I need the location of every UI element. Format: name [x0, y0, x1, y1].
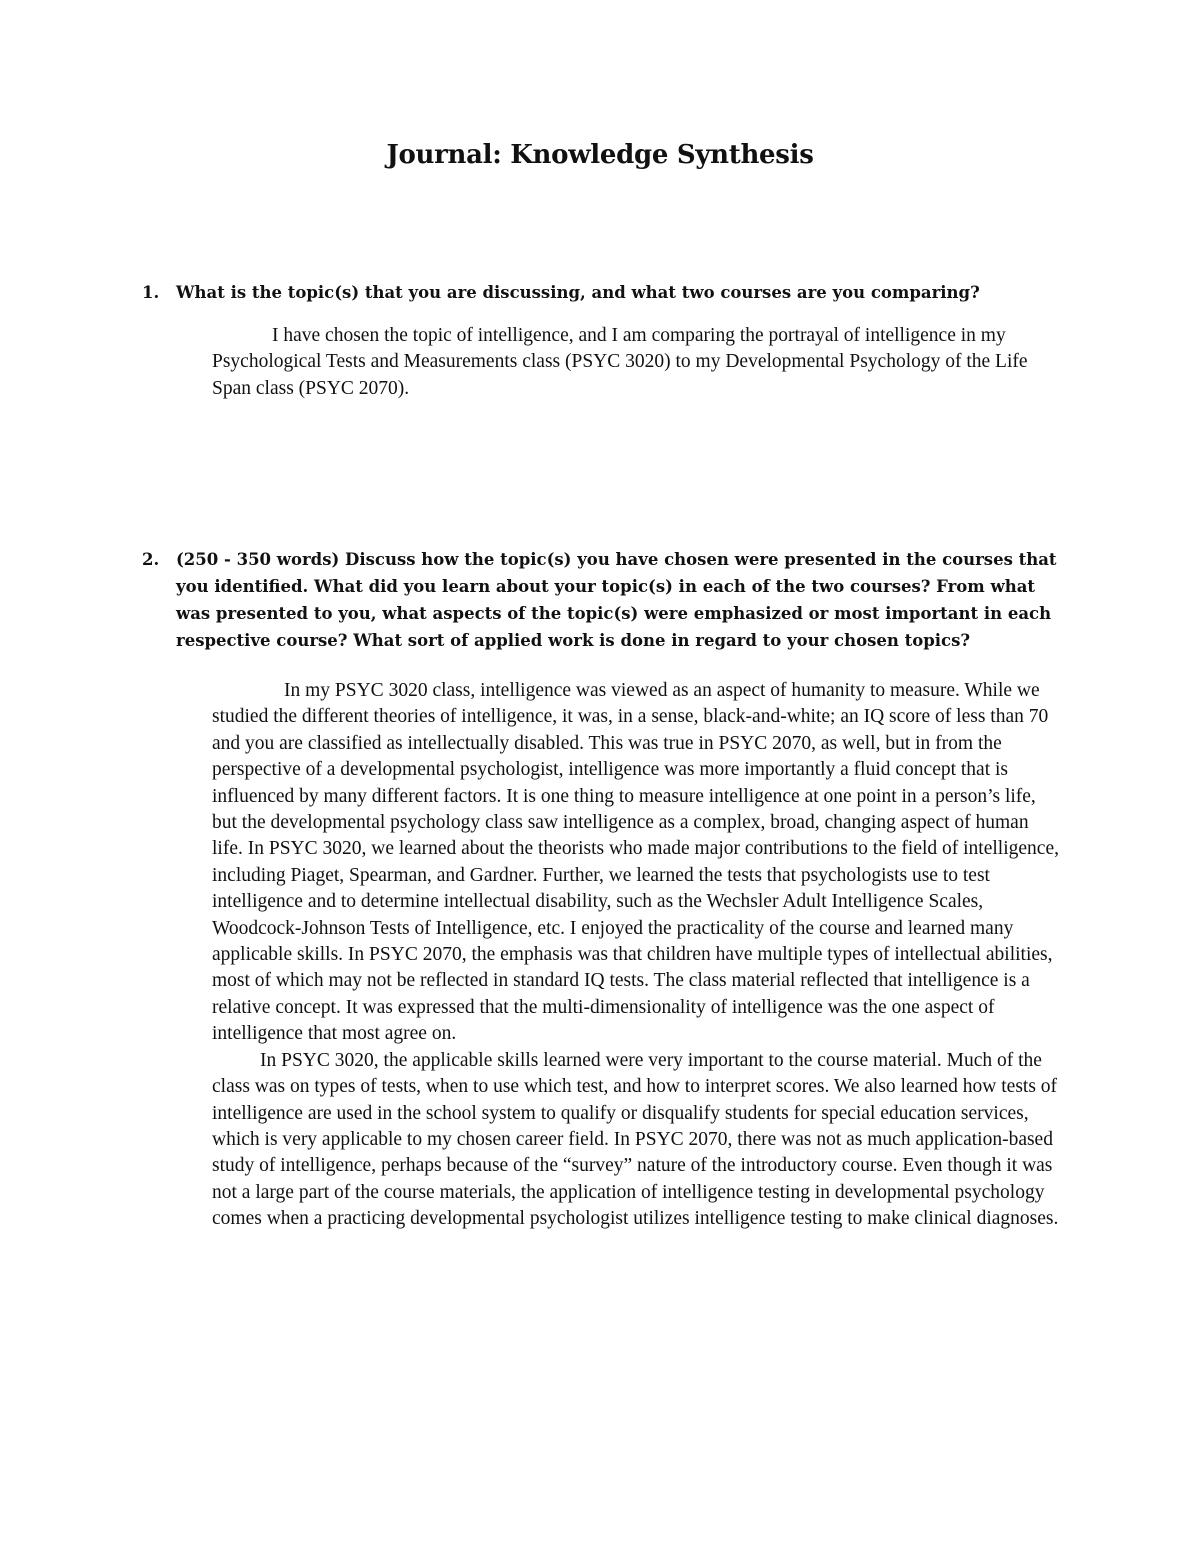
question-2-answer-paragraph-1: In my PSYC 3020 class, intelligence was viewed as an aspect of humanity to measure. While we studied the different theories of intelligence, it was, in a sense, black-and-white; an IQ score of less than 70 and you are classified as intellectually disabled. This was true in PSYC 2070, as well, but in from the perspective of a developmental psychologist, intelligence was more importantly a fluid concept that is influenced by many different factors. It is one thing to measure intelligence at one point in a person’s life, but the developmental psychology class saw intelligence as a complex, broad, changing aspect of human life. In PSYC 3020, we learned about the theorists who made major contributions to the field of intelligence, including Piaget, Spearman, and Gardner. Further, we learned the tests that psychologists use to test intelligence and to determine intellectual disability, such as the Wechsler Adult Intelligence Scales, Woodcock-Johnson Tests of Intelligence, etc. I enjoyed the practicality of the course and learned many applicable skills. In PSYC 2070, the emphasis was that children have multiple types of intellectual abilities, most of which may not be reflected in standard IQ tests. The class material reflected that intelligence is a relative concept. It was expressed that the multi-dimensionality of intelligence was the one aspect of intelligence that most agree on.: [212, 680, 1059, 1045]
question-1-answer-paragraph-1: I have chosen the topic of intelligence, and I am comparing the portrayal of intelligence in my Psychological Tests and Measurements class (PSYC 3020) to my Developmental Psychology of the Life Span class (PSYC 2070).: [212, 325, 1028, 399]
question-1-prompt: What is the topic(s) that you are discussing, and what two courses are you comparing?: [176, 283, 980, 302]
question-2-answer-paragraph-2: In PSYC 3020, the applicable skills learned were very important to the course material. Much of the class was on types of tests, when to use which test, and how to interpret scores. We also learned how tests of intelligence are used in the school system to qualify or disqualify students for special education services, which is very applicable to my chosen career field. In PSYC 2070, there was not as much application-based study of intelligence, perhaps because of the “survey” nature of the introductory course. Even though it was not a large part of the course materials, the application of intelligence testing in developmental psychology comes when a practicing developmental psychologist utilizes intelligence testing to make clinical diagnoses.: [212, 1049, 1059, 1230]
question-2-number: 2.: [142, 550, 160, 569]
document-title: Journal: Knowledge Synthesis: [386, 140, 814, 170]
question-2-answer: [212, 678, 1062, 1233]
question-2-prompt: (250 - 350 words) Discuss how the topic(s) you have chosen were presented in the courses that you identified. What did you learn about your topic(s) in each of the two courses? From what was presented to you, what aspects of the topic(s) were emphasized or most important in each respective course? What sort of applied work is done in regard to your chosen topics?: [176, 550, 1057, 650]
question-1-number: 1.: [142, 283, 160, 302]
question-1-answer: [212, 323, 1042, 402]
